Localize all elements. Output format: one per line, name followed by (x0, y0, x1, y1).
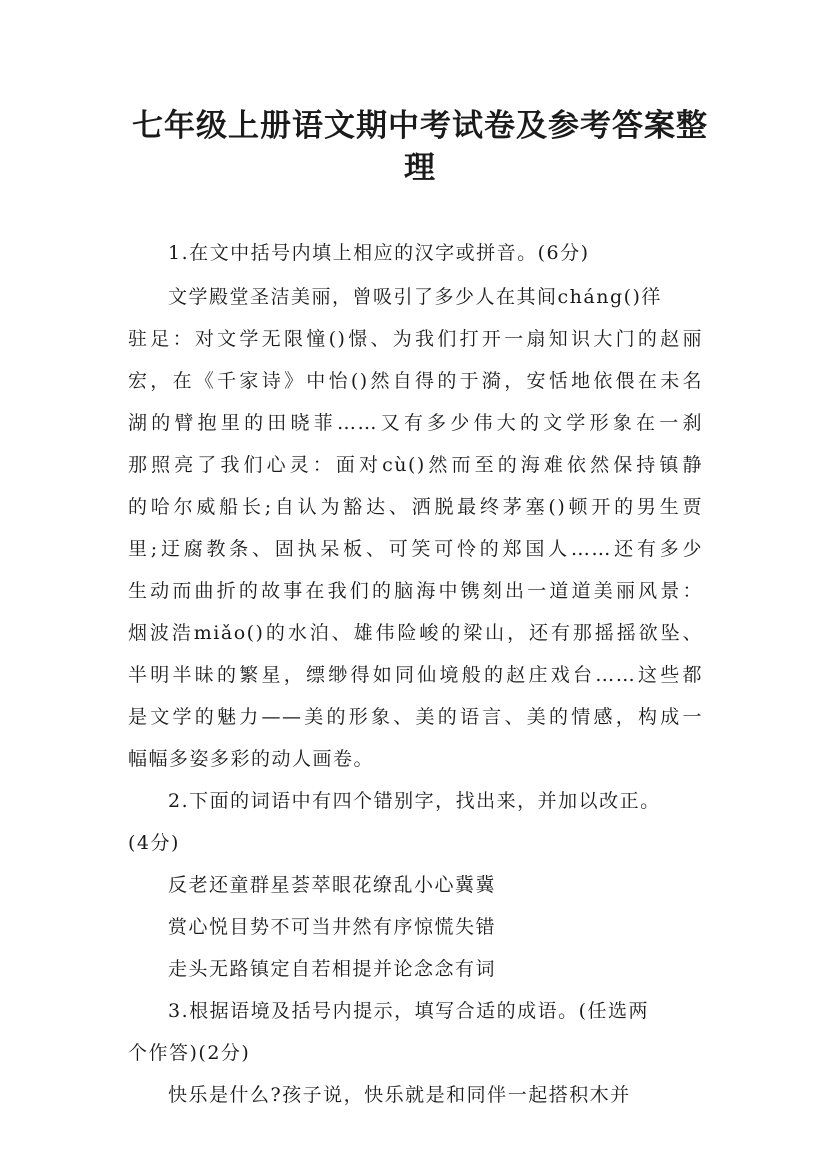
paragraph-line: 里;迂腐教条、固执呆板、可笑可怜的郑国人……还有多少 (128, 538, 703, 560)
paragraph-line: 湖的臂抱里的田晓菲……又有多少伟大的文学形象在一刹 (128, 412, 703, 434)
document-title-line-1: 七年级上册语文期中考试卷及参考答案整 (132, 108, 708, 144)
paragraph-line: 半明半昧的繁星，缥缈得如同仙境般的赵庄戏台……这些都 (128, 664, 703, 686)
document-title-line-2: 理 (404, 150, 436, 186)
question-1-heading: 1.在文中括号内填上相应的汉字或拼音。(6分) (168, 242, 590, 264)
question-2-points: (4分) (128, 832, 180, 854)
paragraph-line: 驻足：对文学无限憧()憬、为我们打开一扇知识大门的赵丽 (128, 328, 703, 350)
paragraph-line: 宏，在《千家诗》中怡()然自得的于漪，安恬地依偎在未名 (128, 370, 703, 392)
paragraph-line: 的哈尔威船长;自认为豁达、洒脱最终茅塞()顿开的男生贾 (128, 496, 703, 518)
word-list-line: 赏心悦目势不可当井然有序惊慌失错 (168, 916, 497, 938)
question-3-heading: 3.根据语境及括号内提示，填写合适的成语。(任选两 (168, 1000, 650, 1022)
paragraph-line: 那照亮了我们心灵：面对cù()然而至的海难依然保持镇静 (128, 454, 703, 476)
question-3-points: 个作答)(2分) (128, 1042, 251, 1064)
question-2-heading: 2.下面的词语中有四个错别字，找出来，并加以改正。 (168, 790, 661, 812)
word-list-line: 反老还童群星荟萃眼花缭乱小心冀冀 (168, 874, 497, 896)
word-list-line: 走头无路镇定自若相提并论念念有词 (168, 958, 497, 980)
paragraph-line: 文学殿堂圣洁美丽，曾吸引了多少人在其间cháng()徉 (168, 286, 662, 308)
paragraph-line: 幅幅多姿多彩的动人画卷。 (128, 748, 375, 770)
paragraph-line: 生动而曲折的故事在我们的脑海中镌刻出一道道美丽风景： (128, 580, 703, 602)
paragraph-line: 烟波浩miǎo()的水泊、雄伟险峻的梁山，还有那摇摇欲坠、 (128, 622, 703, 644)
paragraph-line: 是文学的魅力——美的形象、美的语言、美的情感，构成一 (128, 706, 703, 728)
paragraph-line: 快乐是什么?孩子说，快乐就是和同伴一起搭积木并 (168, 1084, 631, 1106)
